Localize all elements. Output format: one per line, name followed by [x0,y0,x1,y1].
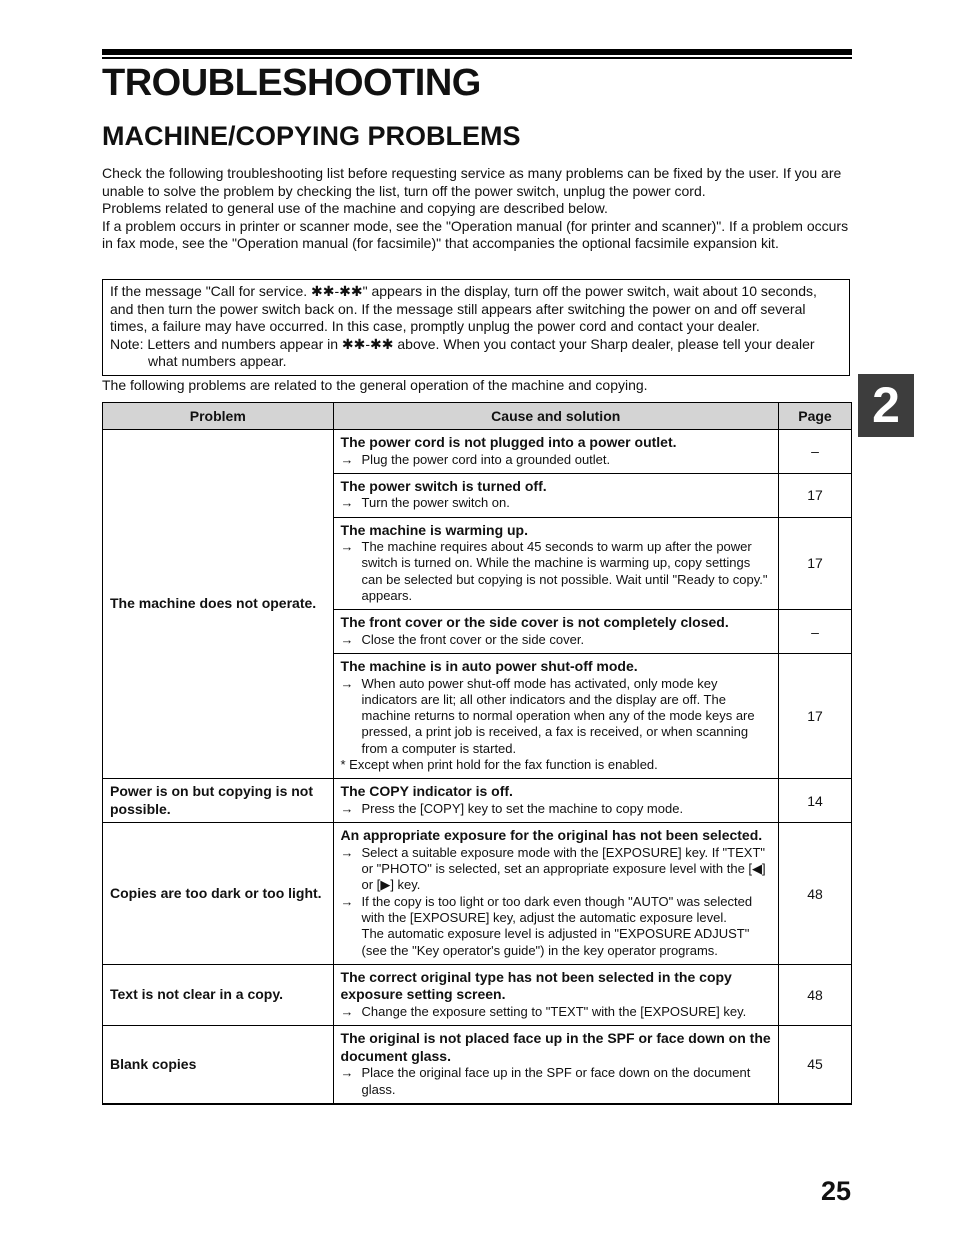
solution-item [341,632,772,648]
problem-cell: Copies are too dark or too light. [103,823,334,965]
chapter-tab: 2 [858,374,914,437]
page-cell: 45 [778,1026,851,1104]
arrow-icon: → [340,844,354,860]
table-row [103,823,852,965]
intro-paragraph: Problems related to general use of the machine and copying are described below. [102,200,608,216]
intro-paragraph: Check the following troubleshooting list before requesting service as many problems can be fixed by the user. If you are unable to solve the problem by checking the list, turn off the power switch, unplug the power cord. [102,165,842,199]
problem-cell: Power is on but copying is not possible. [103,779,334,823]
intro-text [102,165,852,253]
arrow-icon: → [340,675,354,691]
cause-cell [333,430,778,474]
arrow-icon: → [340,800,354,816]
page-cell: 17 [778,473,851,517]
cause-cell [333,654,778,779]
table-intro: The following problems are related to the general operation of the machine and copying. [102,377,648,393]
cause-cell [333,779,778,823]
page-cell: – [778,430,851,474]
cause-title: The power switch is turned off. [340,477,547,494]
service-notice-note: Note: Letters and numbers appear in ✱✱-✱✱ above. When you contact your Sharp dealer, please tell your dealer what numbers appear. [110,335,815,369]
right-arrow-key-icon: ▶ [380,877,391,893]
arrow-icon: → [340,631,354,647]
cause-title: The correct original type has not been selected in the copy exposure setting screen. [340,968,732,1003]
solution-text-part: ] or [ [361,861,766,893]
solution-text: Change the exposure setting to "TEXT" with the [EXPOSURE] key. [361,1003,747,1019]
service-notice-box [102,279,850,376]
problem-cell: Text is not clear in a copy. [103,964,334,1025]
table-header-row [103,403,852,430]
solution-text-part: ] key. [390,877,421,893]
header-rule-thin [102,57,852,59]
problem-cell: Blank copies [103,1026,334,1104]
table-row [103,430,852,474]
table-row [103,779,852,823]
cause-title: An appropriate exposure for the original has not been selected. [340,827,763,844]
arrow-icon: → [340,451,354,467]
solution-item [341,1004,772,1020]
arrow-icon: → [340,1003,354,1019]
page-number: 25 [820,1176,851,1206]
cause-title: The original is not placed face up in the SPF or face down on the document glass. [340,1030,771,1064]
solution-note: The automatic exposure level is adjusted in "EXPOSURE ADJUST" (see the "Key operator's guide") in the key operator programs. [361,926,750,958]
page-cell: 48 [778,823,851,965]
solution-text: Turn the power switch on. [361,495,510,511]
page-cell: 48 [778,964,851,1025]
cause-title: The front cover or the side cover is not completely closed. [340,614,729,631]
solution-item [341,845,772,894]
solution-text: Plug the power cord into a grounded outlet. [361,451,611,467]
problem-cell: The machine does not operate. [103,430,334,779]
arrow-icon: → [340,495,354,511]
cause-cell [333,823,778,965]
solution-item [341,894,772,927]
arrow-icon: → [340,1065,354,1081]
table-row [103,1026,852,1104]
page-cell: – [778,610,851,654]
page-cell: 17 [778,654,851,779]
cause-title: The machine is in auto power shut-off mode. [340,658,638,675]
service-notice-message: If the message "Call for service. ✱✱-✱✱" appears in the display, turn off the power switch, wait about 10 seconds, and then turn the power switch back on. If the message still appears after switching the power on and off several times, a failure may have occurred. In this case, promptly unplug the power cord and contact your dealer. [110,283,817,334]
solution-text: When auto power shut-off mode has activated, only mode key indicators are lit; all other indicators and the display are off. The machine returns to normal operation when any of the mode keys are pressed, a print job is received, a fax is received, or when scanning from a computer is started. [361,675,755,756]
arrow-icon: → [340,893,354,909]
left-arrow-key-icon: ◀ [752,861,763,877]
solution-item [341,495,772,511]
section-title: MACHINE/COPYING PROBLEMS [102,121,521,151]
arrow-icon: → [340,539,354,555]
cause-cell [333,517,778,610]
cause-cell [333,610,778,654]
solution-text: Close the front cover or the side cover. [361,631,585,647]
solution-text: The machine requires about 45 seconds to warm up after the power switch is turned on. While the machine is warming up, copy settings can be selected but copying is not possible. Wait until "Ready to copy." appears. [361,539,768,603]
cause-title: The power cord is not plugged into a power outlet. [340,434,677,450]
header-cause: Cause and solution [333,403,778,430]
cause-title: The machine is warming up. [340,521,528,538]
solution-text: Place the original face up in the SPF or face down on the document glass. [361,1065,751,1097]
solution-item [341,676,772,757]
solution-item [341,1065,772,1098]
header-page: Page [778,403,851,430]
solution-item [341,801,772,817]
cause-cell [333,964,778,1025]
page-cell: 14 [778,779,851,823]
solution-text: Press the [COPY] key to set the machine to copy mode. [361,800,684,816]
cause-title: The COPY indicator is off. [340,783,513,800]
header-problem: Problem [103,403,334,430]
page-cell: 17 [778,517,851,610]
cause-cell [333,473,778,517]
troubleshooting-table [102,402,852,1105]
solution-item [341,539,772,604]
intro-paragraph: If a problem occurs in printer or scanner mode, see the "Operation manual (for printer and scanner)". If a problem occurs in fax mode, see the "Operation manual (for facsimile)" that accompanies the optional facsimile expansion kit. [102,217,849,251]
solution-text: If the copy is too light or too dark even though "AUTO" was selected with the [EXPOSURE] key, adjust the automatic exposure level. [361,893,753,926]
solution-note: * Except when print hold for the fax function is enabled. [340,757,658,773]
solution-item [341,452,772,468]
header-rule-thick [102,49,852,55]
page-title: TROUBLESHOOTING [102,62,481,104]
cause-cell [333,1026,778,1104]
solution-text-part: Select a suitable exposure mode with the [EXPOSURE] key. If "TEXT" or "PHOTO" is selected, set an appropriate exposure level with the [ [361,844,766,877]
table-row [103,964,852,1025]
